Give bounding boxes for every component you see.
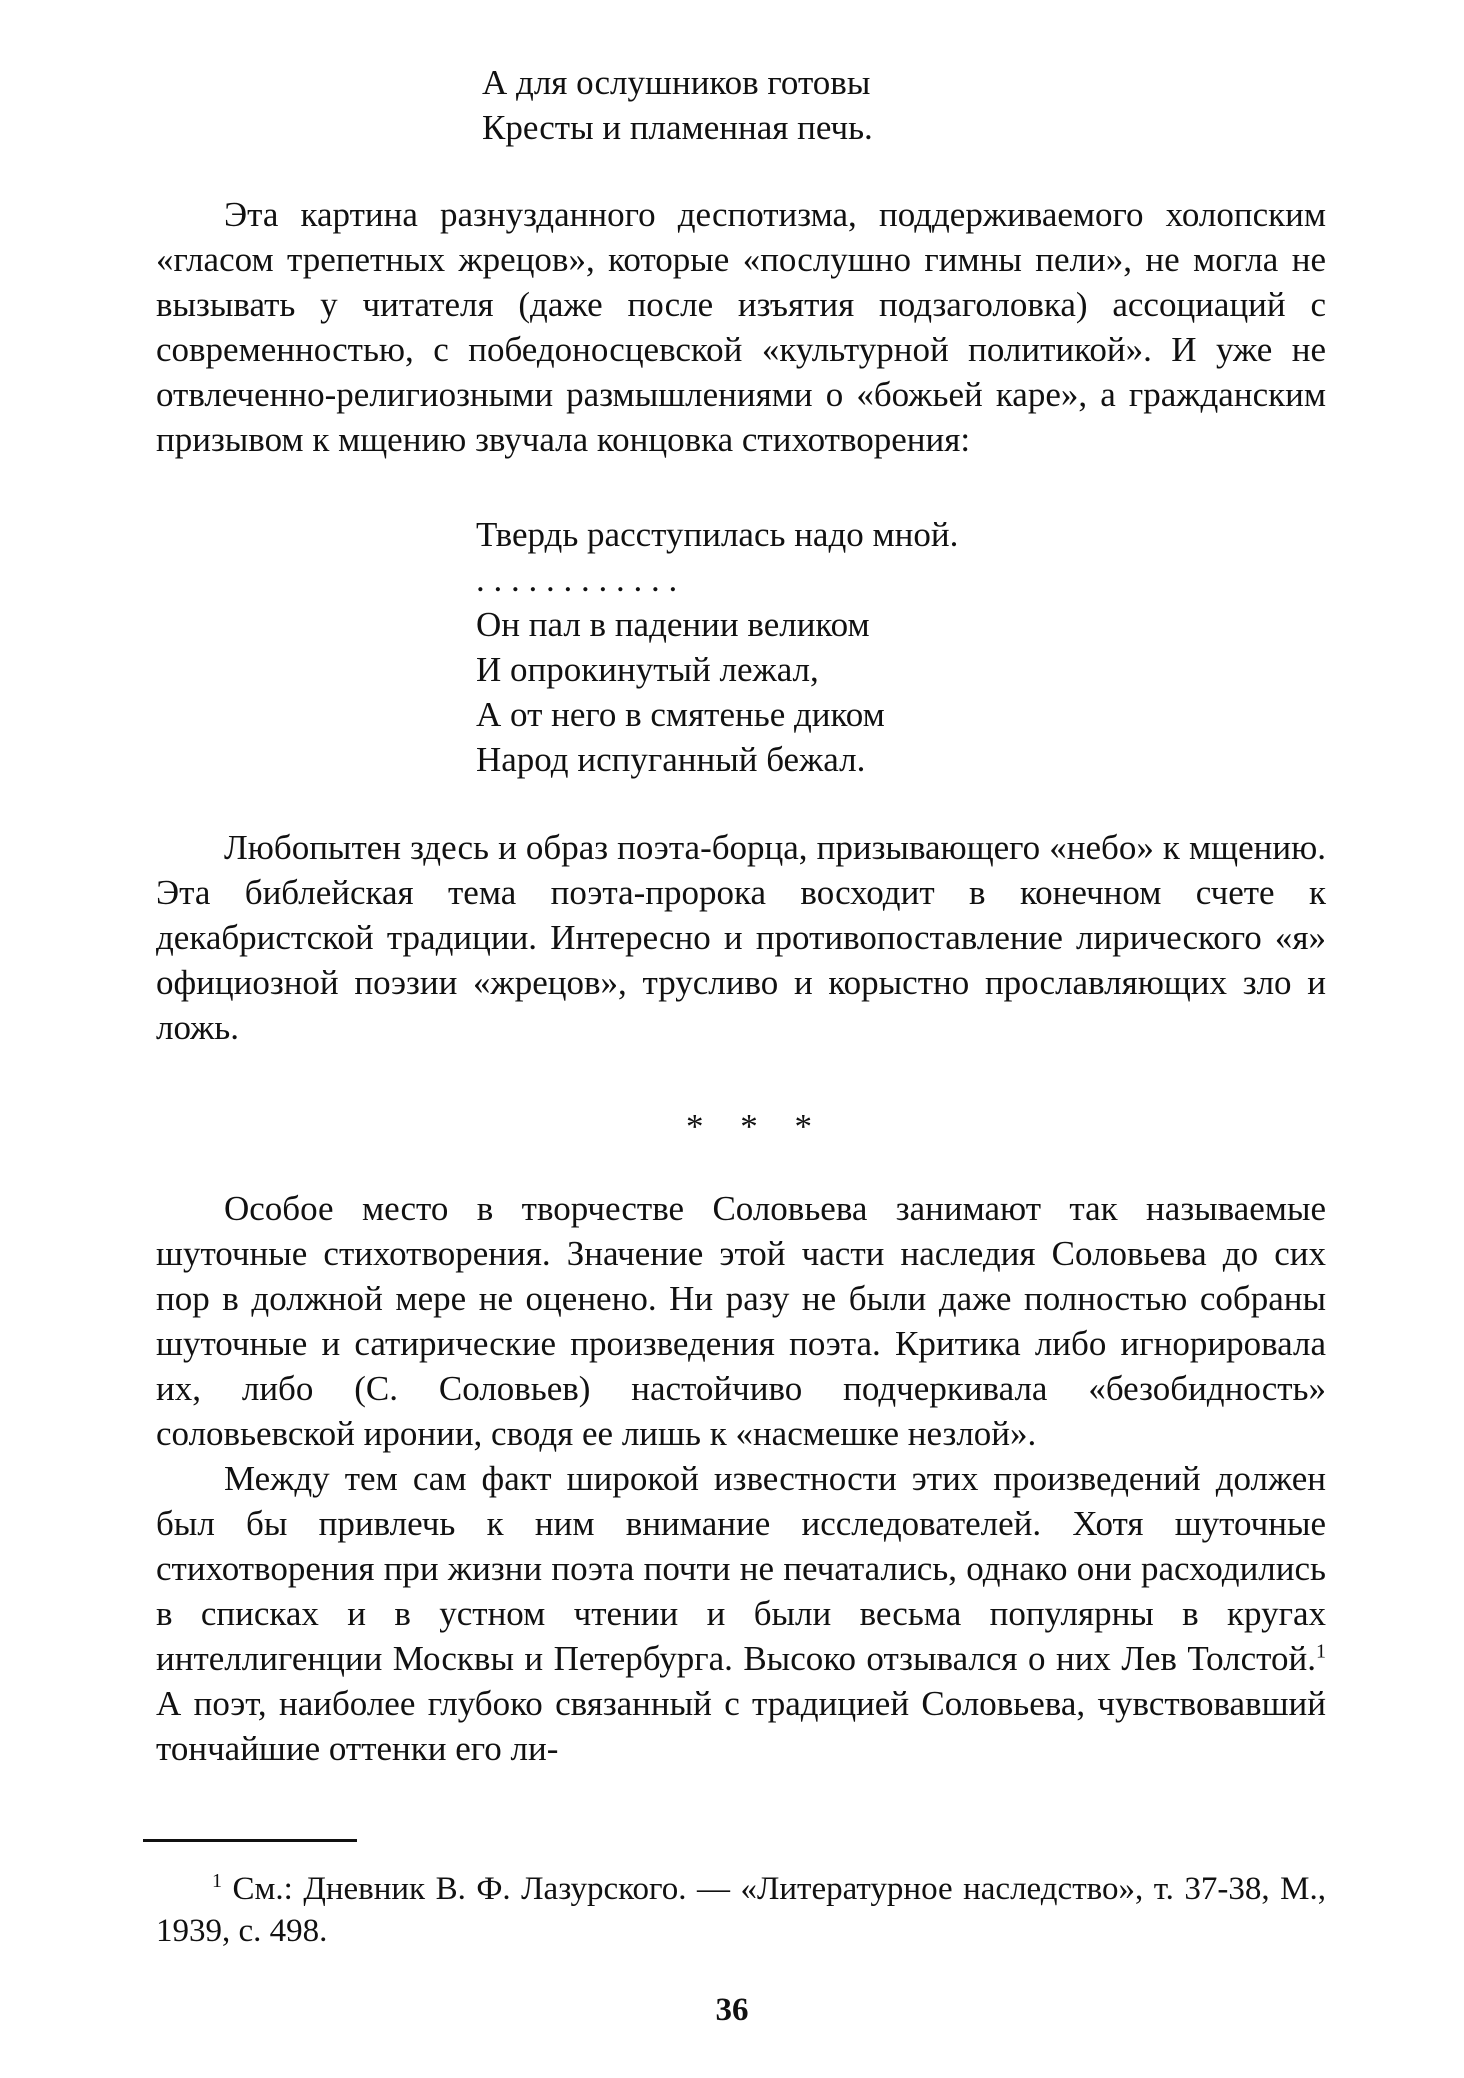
verse-quote-2 [476,512,958,782]
paragraph-block-3 [156,1186,1326,1771]
paragraph-text: Между тем сам факт широкой известности этих произведений должен был бы привлечь к ним внимание исследователей. Хотя шуточные стихотворения при жизни поэта почти не печатались, однако они расходились в списках и в устном чтении и были весьма популярны в кругах интеллигенции Москвы и Петербурга. Высоко отзывался о них Лев Толстой. [156,1459,1326,1678]
verse-omission-dots: . . . . . . . . . . . . [476,560,678,599]
verse-quote-1 [482,60,873,150]
paragraph-block-1 [156,192,1326,462]
paragraph [156,1456,1326,1771]
verse-line: Народ испуганный бежал. [476,740,866,779]
footnote-divider [143,1839,357,1842]
paragraph: Эта картина разнузданного деспотизма, поддерживаемого холопским «гласом трепетных жрецов», которые «послушно гимны пели», не могла не вызывать у читателя (даже после изъятия подзаголовка) ассоциаций с современностью, с победоносцевской «культурной политикой». И уже не отвлеченно-религиозными размышлениями о «божьей каре», а гражданским призывом к мщению звучала концовка стихотворения: [156,195,1326,459]
page-number: 36 [715,1992,749,2028]
verse-line: А от него в смятенье диком [476,695,885,734]
footnote-body: См.: Дневник В. Ф. Лазурского. — «Литературное наследство», т. 37-38, М., 1939, с. 498. [156,1871,1326,1949]
paragraph-text: А поэт, наиболее глубоко связанный с традицией Соловьева, чувствовавший тончайшие оттенки его ли- [156,1684,1326,1768]
paragraph: Особое место в творчестве Соловьева занимают так называемые шуточные стихотворения. Значение этой части наследия Соловьева до сих пор в должной мере не оценено. Ни разу не были даже полностью собраны шуточные и сатирические произведения поэта. Критика либо игнорировала их, либо (С. Соловьев) настойчиво подчеркивала «безобидность» соловьевской иронии, сводя ее лишь к «насмешке незлой». [156,1189,1326,1453]
footnote-reference[interactable]: 1 [1316,1640,1326,1663]
verse-line: Твердь расступилась надо мной. [476,515,959,554]
paragraph-block-2 [156,825,1326,1050]
verse-line: И опрокинутый лежал, [476,650,819,689]
footnote-text [156,1868,1326,1952]
footnote [156,1868,1326,1952]
verse-line: Он пал в падении великом [476,605,870,644]
footnote-marker: 1 [212,1870,222,1892]
section-separator: * * * [686,1107,826,1146]
paragraph: Любопытен здесь и образ поэта-борца, призывающего «небо» к мщению. Эта библейская тема поэта-пророка восходит в конечном счете к декабристской традиции. Интересно и противопоставление лирического «я» официозной поэзии «жрецов», трусливо и корыстно прославляющих зло и ложь. [156,828,1326,1047]
verse-line: А для ослушников готовы [482,63,871,102]
verse-line: Кресты и пламенная печь. [482,108,873,147]
